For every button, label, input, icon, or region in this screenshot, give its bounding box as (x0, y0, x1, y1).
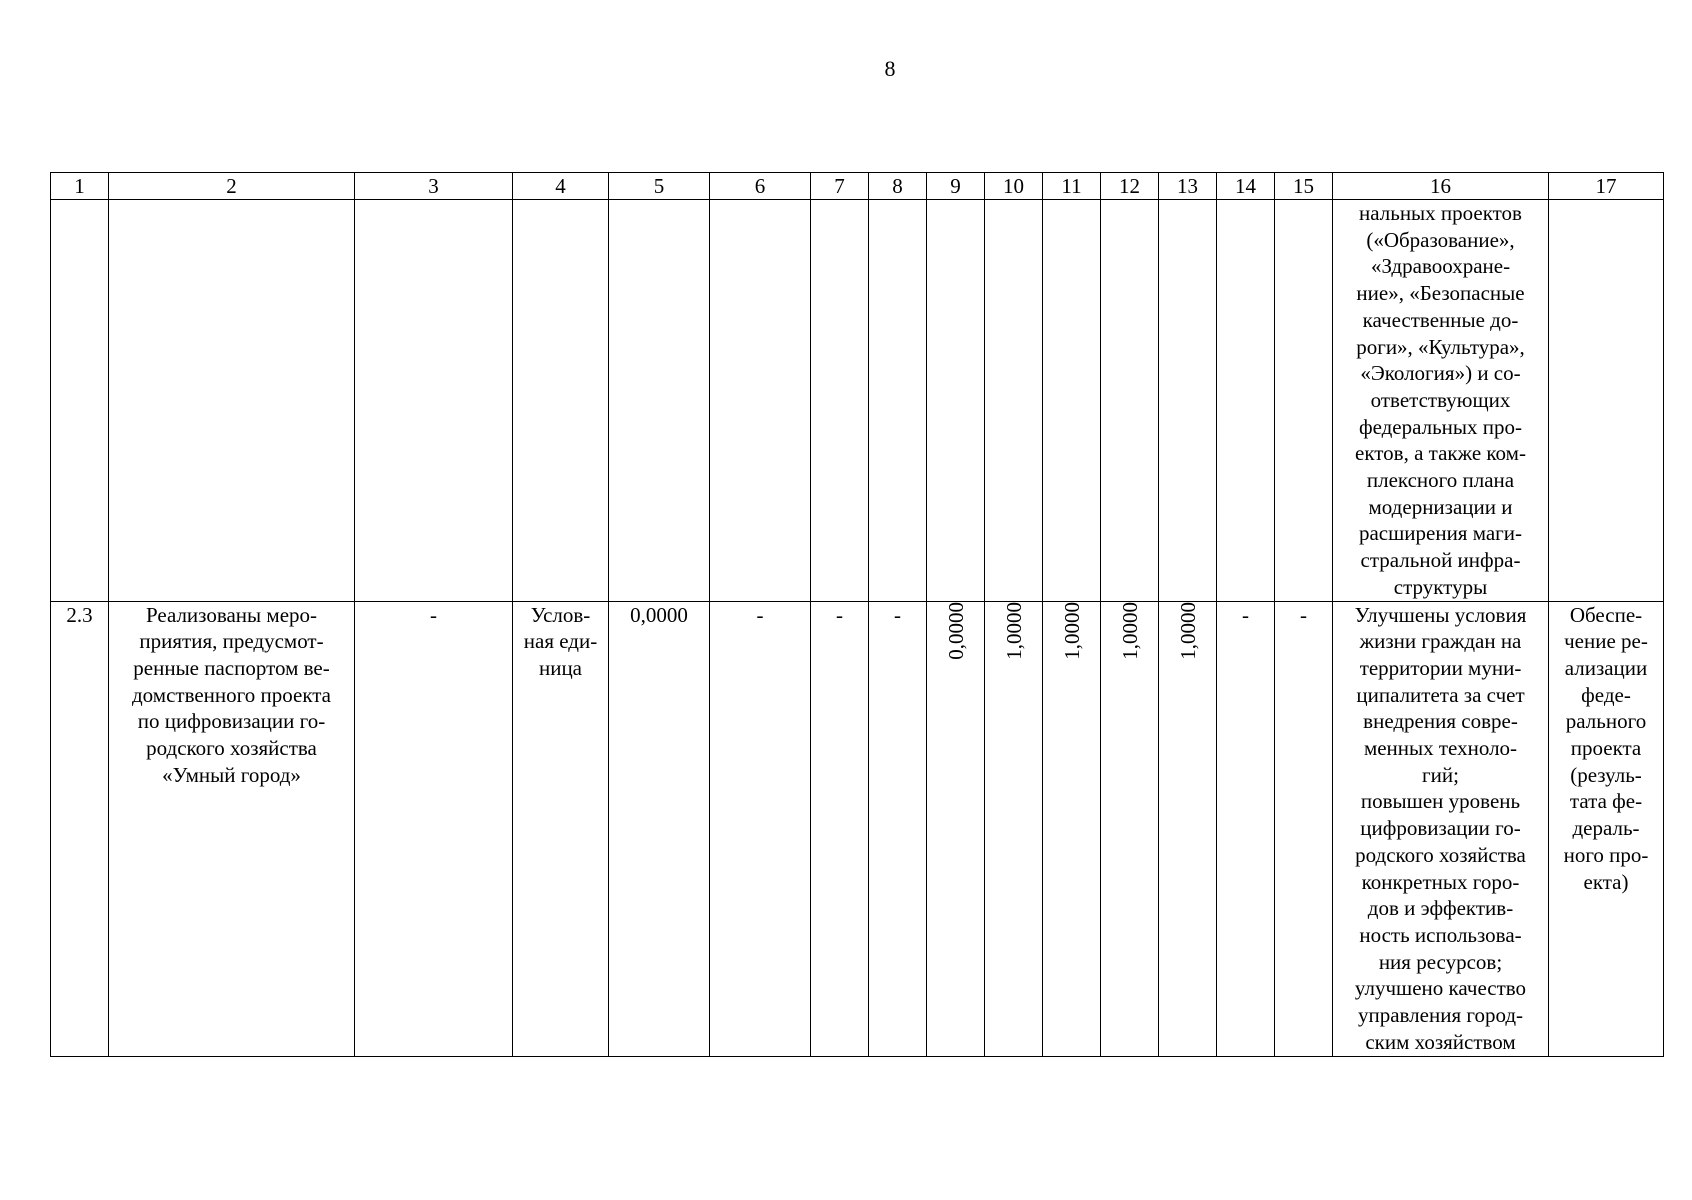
column-header: 11 (1043, 173, 1101, 200)
table-cell (1217, 601, 1275, 1056)
cell-value: - (1242, 602, 1249, 627)
table-cell (869, 200, 927, 602)
column-header: 13 (1159, 173, 1217, 200)
table-cell (1275, 601, 1333, 1056)
column-header: 16 (1333, 173, 1549, 200)
task-name-text: Реализованы меро- приятия, предусмот- ренные паспортом ве- домственного проекта по цифровизации го- родского хозяйства «Умный город» (132, 602, 331, 787)
base-value-cell (609, 601, 710, 1056)
table-cell (1043, 200, 1101, 602)
result-description-text: Улучшены условия жизни граждан на территории муни- ципалитета за счет внедрения совре- менных техноло- гий; повышен уровень цифровизации го- родского хозяйства конкретных горо- дов и эффектив- ность использова- ния ресурсов; улучшено качество управления город- ским хозяйством (1354, 602, 1527, 1054)
table-cell (355, 200, 513, 602)
table-cell (1217, 200, 1275, 602)
year-value: 1,0000 (1175, 601, 1200, 660)
year-value: 0,0000 (943, 601, 968, 660)
column-header: 1 (51, 173, 109, 200)
column-header: 4 (513, 173, 609, 200)
table-cell (1159, 200, 1217, 602)
column-header: 14 (1217, 173, 1275, 200)
row-number-cell (51, 601, 109, 1056)
cell-value: - (756, 602, 764, 627)
column-header: 6 (710, 173, 811, 200)
continuation-row (51, 200, 1664, 602)
link-text: Обеспе- чение ре- ализации феде- рального проекта (резуль- тата фе- дераль- ного про- екта) (1563, 602, 1649, 894)
table-cell (51, 200, 109, 602)
column-header: 2 (109, 173, 355, 200)
table-cell (811, 200, 869, 602)
table-cell (1101, 200, 1159, 602)
cell-value: - (1300, 602, 1307, 627)
column-header: 15 (1275, 173, 1333, 200)
year-value: 1,0000 (1059, 601, 1084, 660)
column-header: 12 (1101, 173, 1159, 200)
result-description-cell (1333, 601, 1549, 1056)
link-cell (1549, 601, 1664, 1056)
table-cell (109, 200, 355, 602)
year-value: 1,0000 (1117, 601, 1142, 660)
table-cell (1275, 200, 1333, 602)
result-description-text: нальных проектов («Образование», «Здравоохране- ние», «Безопасные качественные до- роги», «Культура», «Экология») и со- ответствующих федеральных про- ектов, а также ком- плексного плана модернизации и расширения маги- стральной инфра- структуры (1355, 201, 1526, 599)
row-number: 2.3 (66, 602, 93, 627)
table-cell (927, 200, 985, 602)
base-value: 0,0000 (630, 602, 688, 627)
year-value-cell (927, 601, 985, 1056)
column-header: 5 (609, 173, 710, 200)
table-cell (513, 200, 609, 602)
table-cell (609, 200, 710, 602)
page-number: 8 (884, 56, 896, 81)
table-cell (869, 601, 927, 1056)
table-cell (710, 601, 811, 1056)
cell-value: - (836, 602, 843, 627)
year-value-cell (1159, 601, 1217, 1056)
year-value-cell (1101, 601, 1159, 1056)
year-value: 1,0000 (1001, 601, 1026, 660)
column-header: 7 (811, 173, 869, 200)
table-cell (811, 601, 869, 1056)
cell-value: - (430, 602, 437, 627)
column-header: 8 (869, 173, 927, 200)
table-cell (355, 601, 513, 1056)
result-description-cell (1333, 200, 1549, 602)
table-cell (985, 200, 1043, 602)
table-cell (1549, 200, 1664, 602)
task-name-cell (109, 601, 355, 1056)
column-header: 9 (927, 173, 985, 200)
year-value-cell (985, 601, 1043, 1056)
indicators-table (50, 172, 1664, 1057)
cell-value: - (894, 602, 901, 627)
column-number-row (51, 173, 1664, 200)
column-header: 17 (1549, 173, 1664, 200)
unit-cell (513, 601, 609, 1056)
column-header: 3 (355, 173, 513, 200)
unit-text: Услов- ная еди- ница (523, 602, 598, 680)
column-header: 10 (985, 173, 1043, 200)
table-row-2-3 (51, 601, 1664, 1056)
year-value-cell (1043, 601, 1101, 1056)
table-cell (710, 200, 811, 602)
